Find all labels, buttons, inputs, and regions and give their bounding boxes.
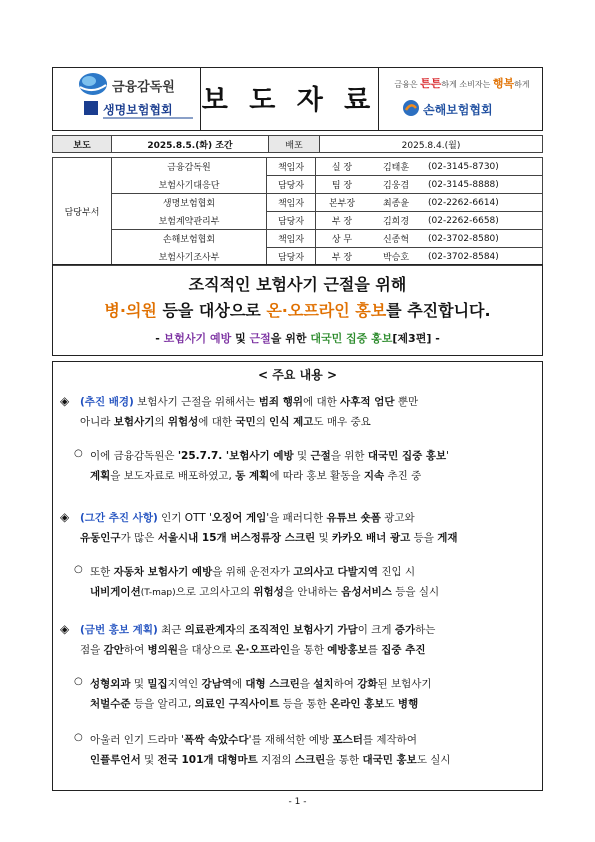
section-title: < 주요 내용 > <box>257 368 337 382</box>
release-value: 2025.8.5.(화) 조간 <box>112 136 269 153</box>
dept-title: 상 무 <box>316 230 369 248</box>
paragraph-new-plan: (금번 홍보 계획) 최근 의료관계자의 조직적인 보험사기 가담이 크게 증가하는 점을 감안하여 병의원을 대상으로 온·오프라인을 통한 예방홍보를 집중 추진 <box>80 624 436 656</box>
paragraph-gangnam: 성형외과 및 밀집지역인 강남역에 대형 스크린을 설치하여 강화된 보험사기 처벌수준 등을 알리고, 의료인 구직사이트 등을 통한 온라인 홍보도 병행 <box>90 678 432 710</box>
dept-title: 팀 장 <box>316 176 369 194</box>
diamond-bullet-icon: ◈ <box>60 394 70 408</box>
headline-line2: 병·의원 등을 대상으로 온·오프라인 홍보를 추진합니다. <box>104 301 491 320</box>
dept-org: 생명보험협회 <box>112 194 267 212</box>
dept-role: 담당자 <box>267 176 316 194</box>
dist-value: 2025.8.4.(월) <box>320 136 543 153</box>
dept-phone: (02-3145-8730) <box>424 158 543 176</box>
slogan: 금융은 튼튼하게 소비자는 행복하게 <box>394 77 530 90</box>
department-table <box>52 157 543 266</box>
header-divider-right <box>378 67 379 131</box>
dept-org: 금융감독원 <box>112 158 267 176</box>
diamond-bullet-icon: ◈ <box>60 622 70 636</box>
dept-org: 보험사기조사부 <box>112 248 267 266</box>
circle-bullet-icon: ○ <box>74 448 83 459</box>
dept-name: 박승호 <box>368 248 424 266</box>
dept-role: 담당자 <box>267 248 316 266</box>
circle-bullet-icon: ○ <box>74 676 83 687</box>
paragraph-progress: (그간 추진 사항) 인기 OTT '오징어 게임'을 패러디한 유튜브 숏폼 광고와 유동인구가 많은 서울시내 15개 버스정류장 스크린 및 카카오 배너 광고 등을 게재 <box>80 512 458 544</box>
klia-logo-icon <box>84 101 98 115</box>
dept-role: 담당자 <box>267 212 316 230</box>
dept-name: 최종윤 <box>368 194 424 212</box>
paragraph-navigation: 또한 자동차 보험사기 예방을 위해 운전자가 고의사고 다발지역 진입 시 내비게이션(T-map)으로 고의사고의 위험성을 안내하는 음성서비스 등을 실시 <box>90 566 440 598</box>
dept-name: 신종혁 <box>368 230 424 248</box>
dept-name: 김웅겸 <box>368 176 424 194</box>
gia-leaf-icon <box>402 99 420 117</box>
dept-name: 김태훈 <box>368 158 424 176</box>
dept-org: 보험사기대응단 <box>112 176 267 194</box>
gia-name: 손해보험협회 <box>423 103 493 117</box>
circle-bullet-icon: ○ <box>74 564 83 575</box>
headline-line1: 조직적인 보험사기 근절을 위해 <box>188 275 407 294</box>
diamond-bullet-icon: ◈ <box>60 510 70 524</box>
dept-role: 책임자 <box>267 158 316 176</box>
fss-name: 금융감독원 <box>112 80 175 95</box>
dept-phone: (02-2262-6658) <box>424 212 543 230</box>
dept-org: 손해보험협회 <box>112 230 267 248</box>
dept-role: 책임자 <box>267 194 316 212</box>
department-label: 담당부서 <box>53 158 112 266</box>
klia-subtitle-line <box>103 117 193 119</box>
release-label: 보도 <box>53 136 112 153</box>
fss-globe-icon <box>78 72 108 96</box>
dept-org: 보험계약관리부 <box>112 212 267 230</box>
headline-subtitle: - 보험사기 예방 및 근절을 위한 대국민 집중 홍보[제3편] - <box>155 332 440 345</box>
page-title: 보 도 자 료 <box>201 85 377 116</box>
gia-logo <box>402 99 420 121</box>
dept-phone: (02-3145-8888) <box>424 176 543 194</box>
dept-name: 김희경 <box>368 212 424 230</box>
paragraph-drama: 아울러 인기 드라마 '폭싹 속았수다'를 재해석한 예방 포스터를 제작하여 인플루언서 및 전국 101개 대형마트 지점의 스크린을 통한 대국민 홍보도 실시 <box>90 734 451 766</box>
dept-title: 부 장 <box>316 212 369 230</box>
page-number: - 1 - <box>288 797 307 807</box>
dept-phone: (02-3702-8584) <box>424 248 543 266</box>
dept-phone: (02-3702-8580) <box>424 230 543 248</box>
dept-title: 부 장 <box>316 248 369 266</box>
paragraph-background: (추진 배경) 보험사기 근절을 위해서는 범죄 행위에 대한 사후적 엄단 뿐만 아니라 보험사기의 위험성에 대한 국민의 인식 제고도 매우 중요 <box>80 396 419 428</box>
release-table <box>52 135 543 153</box>
klia-name: 생명보험협회 <box>103 103 173 117</box>
dept-title: 실 장 <box>316 158 369 176</box>
fss-logo <box>78 72 108 100</box>
dept-role: 책임자 <box>267 230 316 248</box>
circle-bullet-icon: ○ <box>74 732 83 743</box>
dept-title: 본부장 <box>316 194 369 212</box>
dept-phone: (02-2262-6614) <box>424 194 543 212</box>
paragraph-plan: 이에 금융감독원은 '25.7.7. '보험사기 예방 및 근절을 위한 대국민 집중 홍보' 계획을 보도자료로 배포하였고, 동 계획에 따라 홍보 활동을 지속 추진 중 <box>90 450 450 482</box>
dist-label: 배포 <box>269 136 320 153</box>
